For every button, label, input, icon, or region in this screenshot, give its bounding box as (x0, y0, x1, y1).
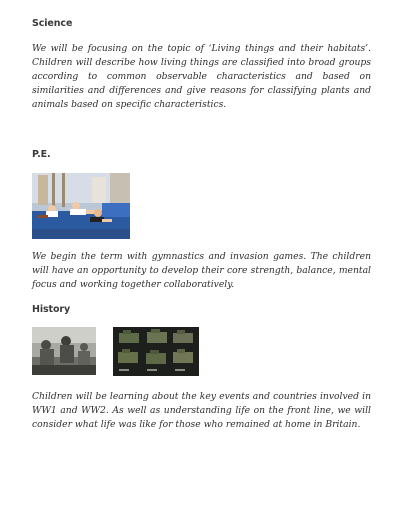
ww1-soldiers-photo (32, 327, 96, 375)
ww2-tanks-photo (113, 327, 199, 376)
pe-paragraph: We begin the term with gymnastics and invasion games. The children will have an opportunity to develop their core strength, balance, mental focus and working together collaboratively. (32, 251, 371, 290)
science-heading: Science (32, 18, 73, 29)
science-paragraph: We will be focusing on the topic of ‘Living things and their habitats’. Children will describe how living things are classified into broad groups according to common observable characteristics and based on similarities and differences and give reasons for classifying plants and animals based on specific characteristics. (32, 43, 371, 110)
pe-heading: P.E. (32, 149, 51, 160)
gymnastics-photo (32, 173, 130, 239)
history-paragraph: Children will be learning about the key events and countries involved in WW1 and WW2. As well as understanding life on the front line, we will consider what life was like for those who remained at home in Britain. (32, 391, 371, 430)
history-heading: History (32, 304, 71, 315)
